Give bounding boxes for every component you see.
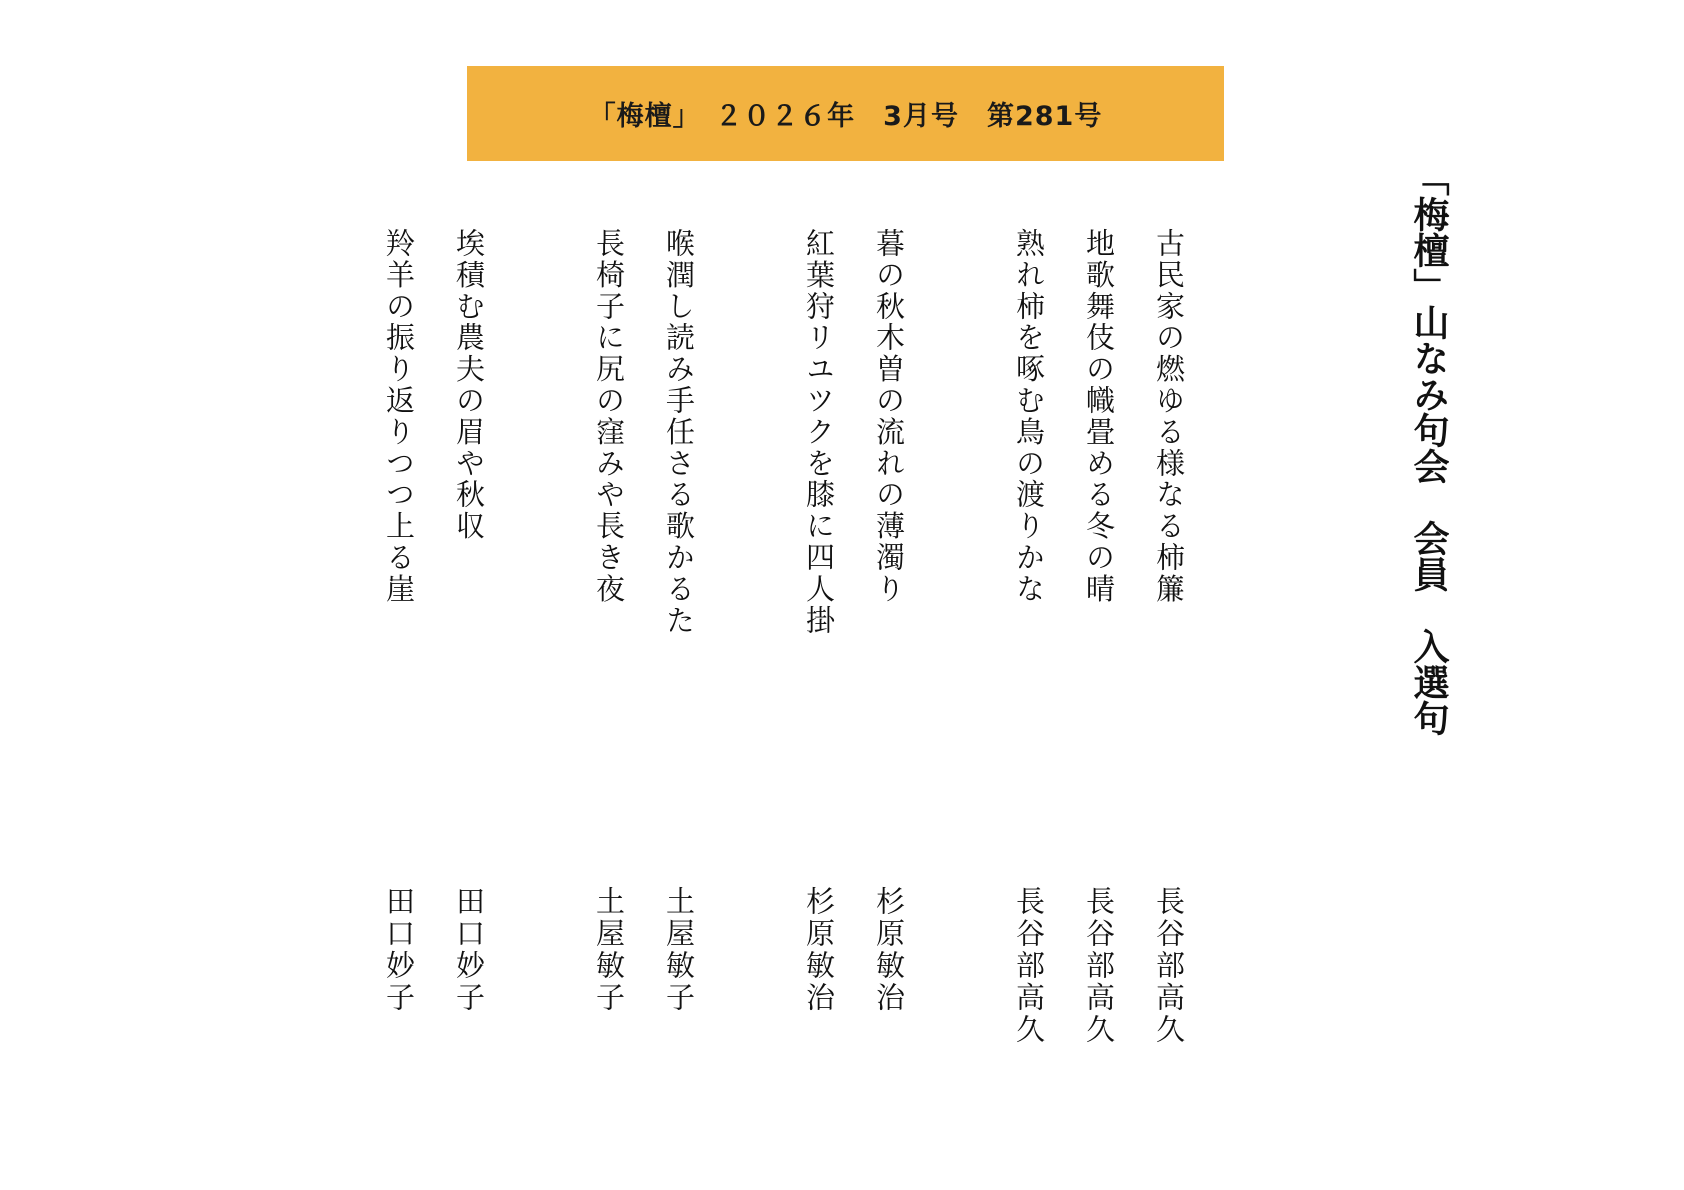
- author-6: 土屋敏子: [662, 886, 696, 1014]
- author-5: 杉原敏治: [802, 886, 836, 1014]
- author-8: 田口妙子: [452, 886, 486, 1014]
- author-2: 長谷部高久: [1082, 886, 1116, 1046]
- section-title: 「梅檀」山なみ句会 会員 入選句: [1408, 160, 1449, 736]
- haiku-8: 埃積む農夫の眉や秋収: [452, 228, 486, 542]
- haiku-7: 長椅子に尻の窪みや長き夜: [592, 228, 626, 605]
- author-1: 長谷部高久: [1152, 886, 1186, 1046]
- haiku-1: 古民家の燃ゆる様なる柿簾: [1152, 228, 1186, 605]
- author-3: 長谷部高久: [1012, 886, 1046, 1046]
- author-9: 田口妙子: [382, 886, 416, 1014]
- haiku-2: 地歌舞伎の幟畳める冬の晴: [1082, 228, 1116, 605]
- author-7: 土屋敏子: [592, 886, 626, 1014]
- haiku-5: 紅葉狩リユツクを膝に四人掛: [802, 228, 836, 637]
- haiku-3: 熟れ柿を啄む鳥の渡りかな: [1012, 228, 1046, 605]
- author-4: 杉原敏治: [872, 886, 906, 1014]
- haiku-9: 羚羊の振り返りつつ上る崖: [382, 228, 416, 605]
- haiku-4: 暮の秋木曽の流れの薄濁り: [872, 228, 906, 605]
- header-banner: [467, 66, 1224, 161]
- header-title: 「梅檀」 ２０２６年 3月号 第281号: [588, 101, 1103, 132]
- haiku-6: 喉潤し読み手任さる歌かるた: [662, 228, 696, 637]
